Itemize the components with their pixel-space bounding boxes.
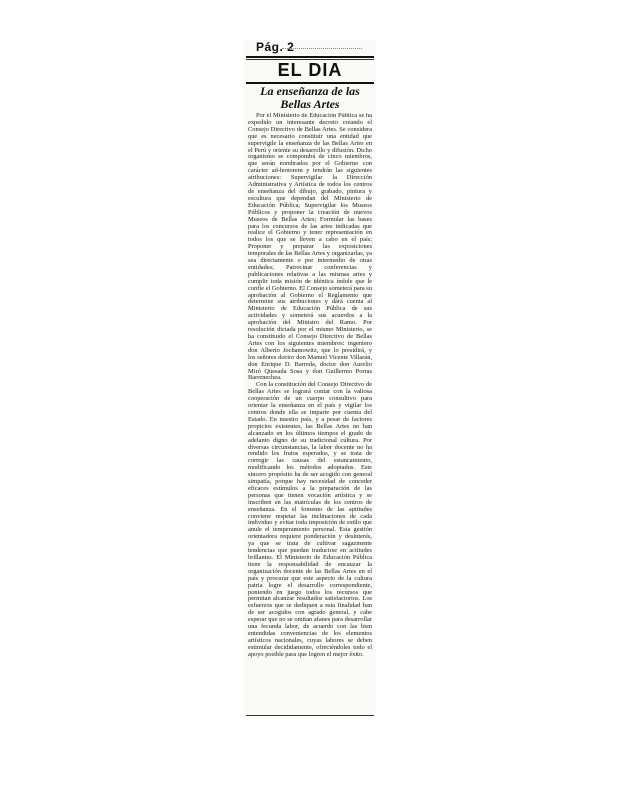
top-rule	[246, 56, 374, 58]
article-headline: La enseñanza de las Bellas Artes	[260, 84, 360, 111]
article-body	[248, 113, 372, 713]
article-paragraph: Con la constitución del Consejo Directivo de Bellas Artes se logrará contar con la valiosa cooperación de un cuerpo consultivo para orientar la enseñanza en el país y vigilar los centros donde ella se imparte por cuenta del Estado. En nuestro país, y a pesar de factores propicios existentes, las Bellas Artes no han alcanzado en los últimos tiempos el grado de adelanto digno de su tradicional cultura. Por diversas circunstancias, la labor docente no ha rendido los frutos esperados, y se trata de corregir las causas del estancamiento, modificando los métodos adoptados. Este sincero propósito ha de ser acogido con general simpatía, porque hay necesidad de conceder eficaces estímulos a la preparación de las personas que tienen vocación artística y se inscriben en las matrículas de los centros de enseñanza. En el fomento de las aptitudes conviene respetar las inclinaciones de cada individuo y evitar toda imposición de estilo que anule el temperamento personal. Esta gestión orientadora requiere ponderación y desinterés, ya que se trata de cultivar sagazmente tendencias que puedan traducirse en actitudes brillantes. El Ministerio de Educación Pública tiene la responsabilidad de encauzar la organización docente de las Bellas Artes en el país y procurar que este aspecto de la cultura patria logre el desarrollo correspondiente, poniendo en juego todos los recursos que permitan alcanzar resultados satisfactorios. Los esfuerzos que se dediquen a esta finalidad han de ser acogidos con agrado general, y cabe esperar que no se omitan afanes para desarrollar una fecunda labor, de acuerdo con las bien entendidas conveniencias de los elementos artísticos nacionales, cuyas labores se deben estimular decididamente, ofreciéndoles todo el apoyo posible para que logren el mejor éxito.	[248, 381, 372, 658]
page-number: Pág. 2	[256, 40, 295, 54]
bottom-rule	[246, 715, 374, 716]
header-dotted-line	[282, 48, 362, 49]
article-paragraph: Por el Ministerio de Educación Pública se ha expedido un interesante decreto creando el Consejo Directivo de Bellas Artes. Se considera que es necesario constituir una entidad que supervigile la enseñanza de las Bellas Artes en el Perú y oriente su desarrollo y difusión. Dicho organismo se compondrá de cinco miembros, que serán nombrados por el Gobierno con carácter ad-honorem y tendrán las siguientes atribuciones: Supervigilar la Dirección Administrativa y Artística de todos los centros de enseñanza del dibujo, grabado, pintura y escultura que dependan del Ministerio de Educación Pública; Supervigilar los Museos Públicos y proponer la creación de nuevos Museos de Bellas Artes; Formular las bases para los concursos de las artes indicadas que realice el Gobierno y tener representación en todos los que se lleven a cabo en el país; Proponer y preparar las exposiciones temporales de las Bellas Artes y organizarlas, ya sea directamente o por intermedio de otras entidades; Patrocinar conferencias y publicaciones relativas a las mismas artes y cumplir toda misión de idéntica índole que le confíe el Gobierno. El Consejo someterá para su aprobación al Gobierno el Reglamento que determine sus atribuciones y dará cuenta al Ministerio de Educación Pública de sus actividades y someterá sus acuerdos a la aprobación del Ministro del Ramo. Por resolución dictada por el mismo Ministerio, se ha constituido el Consejo Directivo de Bellas Artes con los siguientes miembros: ingeniero don Alberto Jochamowitz, que lo presidirá, y los señores doctor don Manuel Vicente Villarán, don Enrique D. Barreda, doctor don Aurelio Miró Quesada Sosa y don Guillermo Porras Barrenechea.	[248, 113, 372, 382]
section-title: EL DIA	[277, 60, 343, 80]
